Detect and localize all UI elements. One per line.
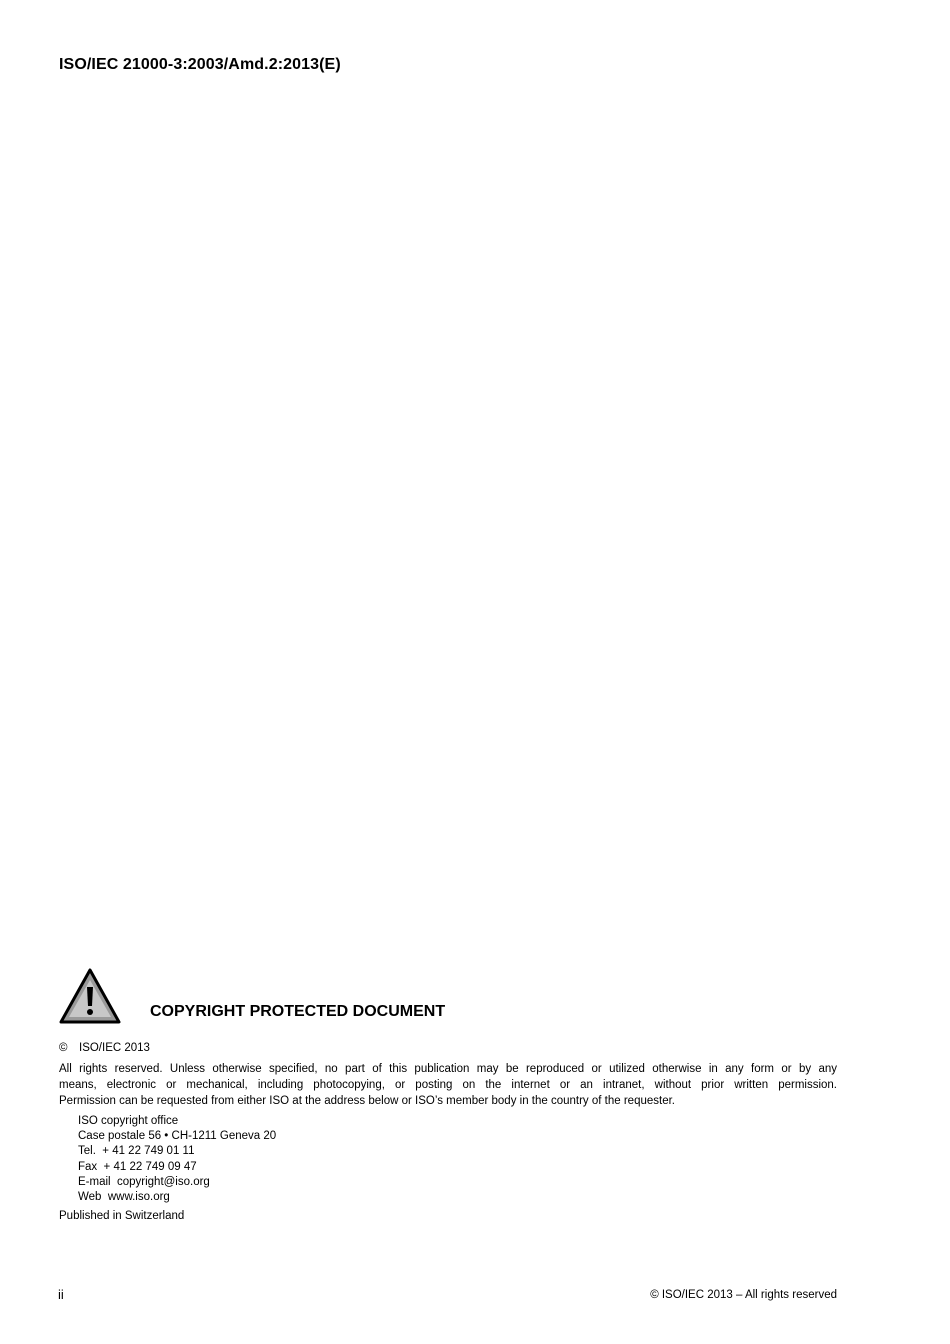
postal-address: Case postale 56 • CH-1211 Geneva 20 <box>78 1130 277 1143</box>
copyright-heading: COPYRIGHT PROTECTED DOCUMENT <box>150 1003 446 1020</box>
email: E-mail copyright@iso.org <box>78 1175 210 1188</box>
warning-triangle-icon <box>58 967 122 1025</box>
copyright-holder: ISO/IEC 2013 <box>79 1042 150 1054</box>
copyright-symbol: © <box>59 1042 68 1054</box>
copyright-notice <box>59 1042 150 1054</box>
rights-statement <box>59 1061 837 1109</box>
fax: Fax + 41 22 749 09 47 <box>78 1160 197 1173</box>
office-name: ISO copyright office <box>78 1115 179 1127</box>
rights-line: means, electronic or mechanical, including photocopying, or posting on the internet or an intranet, without prior written permission. <box>59 1079 837 1091</box>
document-identifier: ISO/IEC 21000-3:2003/Amd.2:2013(E) <box>59 56 341 73</box>
rights-line: All rights reserved. Unless otherwise specified, no part of this publication may be reproduced or utilized otherwise in any form or by any <box>59 1063 837 1075</box>
website: Web www.iso.org <box>78 1191 170 1204</box>
rights-line: Permission can be requested from either ISO at the address below or ISO’s member body in the country of the requester. <box>59 1095 675 1107</box>
copyright-office-address <box>78 1114 276 1205</box>
footer-copyright: © ISO/IEC 2013 – All rights reserved <box>650 1289 837 1301</box>
published-location: Published in Switzerland <box>59 1210 185 1222</box>
page-number: ii <box>58 1287 64 1302</box>
telephone: Tel. + 41 22 749 01 11 <box>78 1145 195 1158</box>
